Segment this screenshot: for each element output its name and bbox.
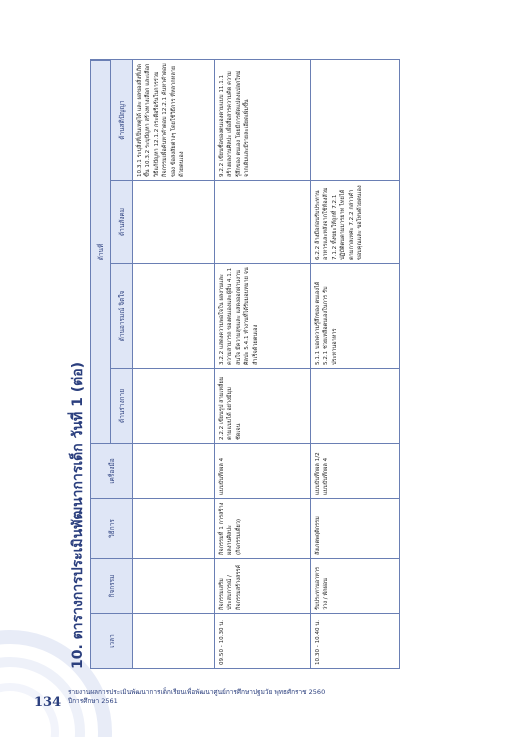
table-cell-physical — [311, 368, 399, 443]
table-cell-method — [133, 498, 215, 558]
table-cell-tool: แบบบันทึกผล 1/2 แบบบันทึกผล 4 — [311, 443, 399, 498]
header-time: เวลา — [91, 613, 133, 668]
table-cell-social — [133, 180, 215, 263]
header-social: ด้านสังคม — [111, 180, 133, 263]
table-cell-time: 09.50 - 10.30 น. — [215, 613, 311, 668]
footer-line-2: ปีการศึกษา 2561 — [68, 697, 118, 705]
header-tool: เครื่องมือ — [91, 443, 133, 498]
table-cell-physical — [133, 368, 215, 443]
table-cell-method: สังเกตพฤติกรรม — [311, 498, 399, 558]
table-cell-time — [133, 613, 215, 668]
header-emotional: ด้านอารมณ์ จิตใจ — [111, 263, 133, 368]
table-cell-activity — [133, 558, 215, 613]
table-cell-method: กิจกรรมที่ 1 การสร้างผลงานศิลปะ (กิจกรรมเดี่ยว) — [215, 498, 311, 558]
table-cell-intellect — [311, 60, 399, 180]
header-physical: ด้านร่างกาย — [111, 368, 133, 443]
table-cell-intellect: 9.2.2 เขียนชื่อของตนเองตามแบบ 11.1.1 สร้างผลงานศิลปะ เพื่อสื่อสารความคิด ความรู้สึกของ ตนเอง โดยมีการดัดแปลงแปลกใหม่ จากเดิมและมีรายละเอียดเพิ่มขึ้น — [215, 60, 311, 180]
page-title: 10. ตารางการประเมินพัฒนาการเด็ก วันที่ 1 (ต่อ) — [70, 361, 86, 669]
header-intellect: ด้านสติปัญญา — [111, 60, 133, 180]
table-cell-tool — [133, 443, 215, 498]
table-cell-intellect: 10.3.1 ระบุสิ่งที่เป็นเหตุได้ และ ผลของสิ่งที่เกิดขึ้น 10.3.2 ระบุปัญหา สร้างทางเลือก และเลือกวิธีแก้ปัญหา 12.1.2 กระตือรือร้นในการร่วม กิจกรรมเพื่อค้นหาคำตอบ 12.2.1 ค้นหาคำตอบของ ข้อสงสัยต่างๆ โดยใช้วิธีการ ที่หลากหลายด้วยตนเอง — [133, 60, 215, 180]
header-domain-group: ด้านที่ — [91, 60, 111, 443]
table-cell-physical: 2.2.2 เขียนรูป สามเหลี่ยมตามแบบได้ อย่างมีมุมชัดเจน — [215, 368, 311, 443]
table-cell-emotional: 5.1.1 บอกความรู้สึกของ ตนเองได้ 5.2.1 ช่วยเหลือตนเองในการ รับประทานอาหาร — [311, 263, 399, 368]
header-activity: กิจกรรม — [91, 558, 133, 613]
header-method: วิธีการ — [91, 498, 133, 558]
table-cell-activity: กิจกรรมเสริมประสบการณ์ / กิจกรรมสร้างสรรค์ — [215, 558, 311, 613]
table-cell-emotional — [133, 263, 215, 368]
table-cell-activity: รับประทานอาหารว่าง / พักผ่อน — [311, 558, 399, 613]
page-footer — [68, 688, 368, 706]
table-cell-social: 6.2.2 ล้างมือก่อนรับประทาน อาหารและหลังจากใช้ห้องส้วม 7.1.2 ทิ้งขยะให้ถูกที่ 7.2.1 ปฏิบัติตนตามมารยาท ไทยได้ตามกาลเทศะ 7.2.2 กล่าวคำขอบคุณและ ขอโทษด้วยตนเอง — [311, 180, 399, 263]
table-cell-social — [215, 180, 311, 263]
table-cell-time: 10.30 - 10.40 น. — [311, 613, 399, 668]
rotated-table-section — [66, 59, 406, 669]
table-cell-tool: แบบบันทึกผล 4 — [215, 443, 311, 498]
assessment-table — [90, 59, 400, 669]
table-cell-emotional: 3.2.2 แสดงความพอใจใน ผลงานและความสามารถ ของตนเองและผู้อื่น 4.1.1 สนใจ มีความสุขและ แสดงออกผ่านงานศิลปะ 5.4.1 ทำงานที่ได้รับมอบหมาย จนสำเร็จด้วยตนเอง — [215, 263, 311, 368]
footer-line-1: รายงานผลการประเมินพัฒนาการเด็กเรียนเพื่อพัฒนาศูนย์การศึกษาปฐมวัย พุทธศักราช 2560 — [68, 688, 326, 696]
page-number: 134 — [34, 695, 62, 710]
